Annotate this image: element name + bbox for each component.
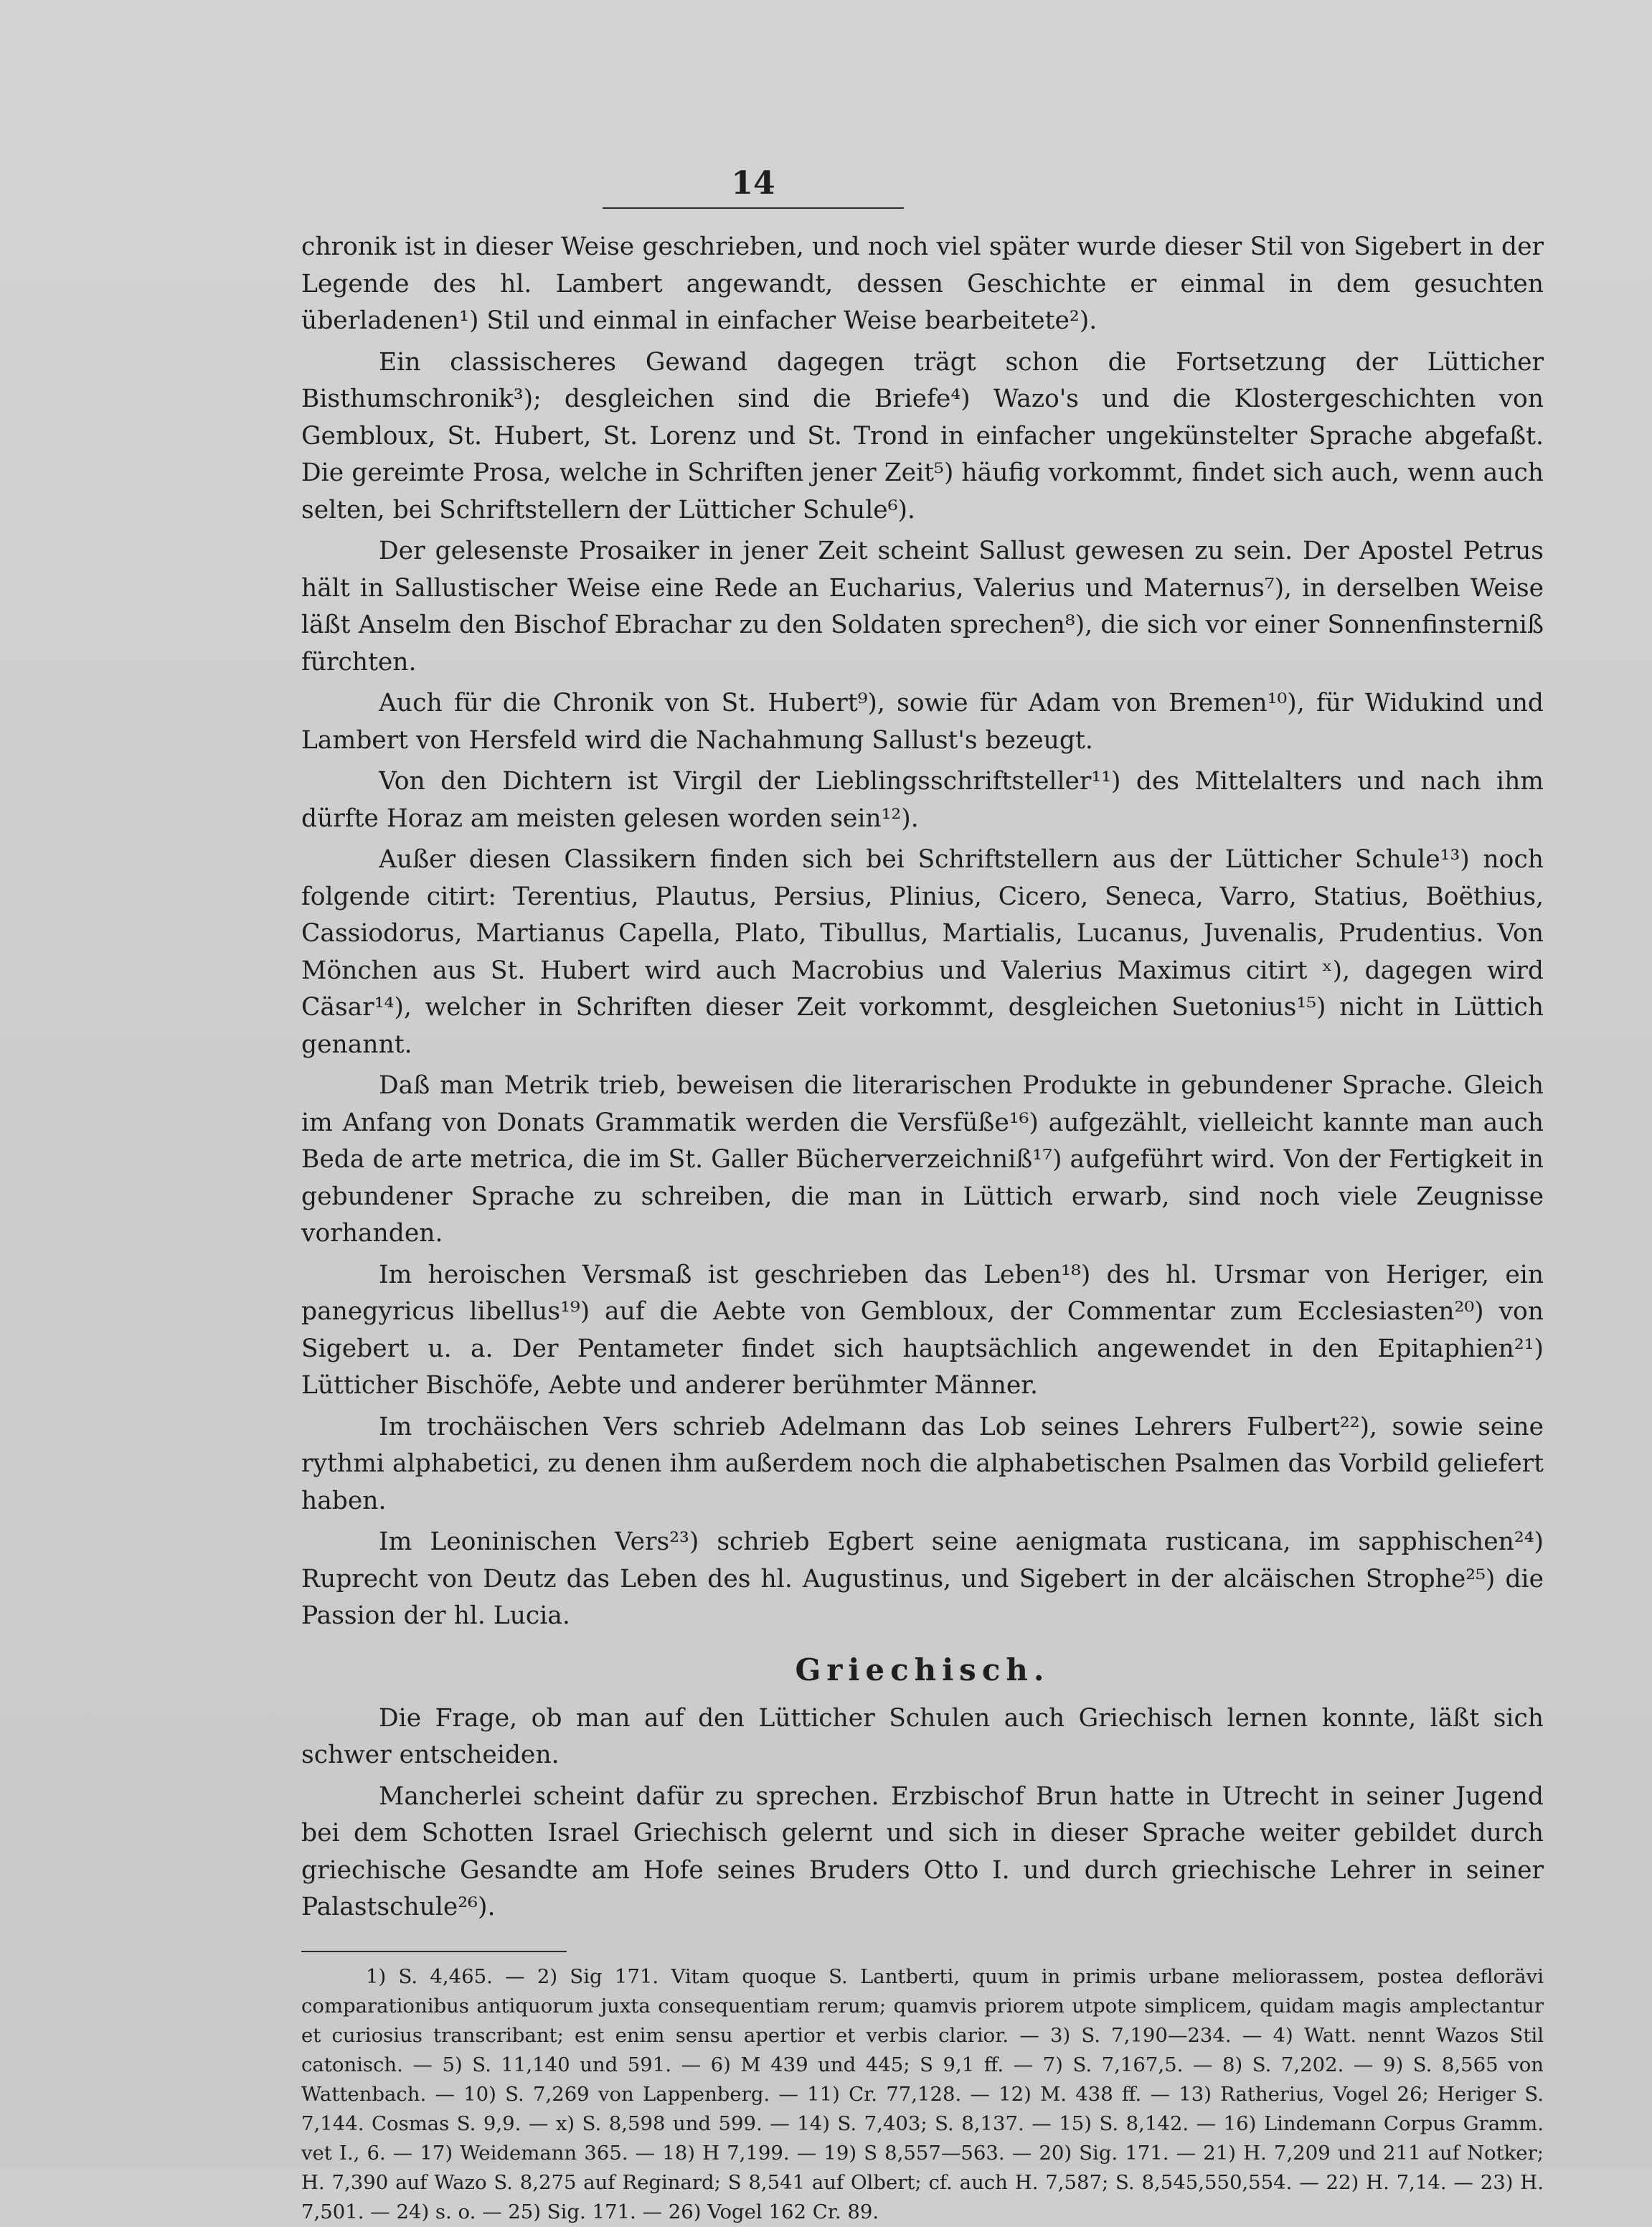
paragraph: Der gelesenste Prosaiker in jener Zeit scheint Sallust gewesen zu sein. Der Apostel Petrus hält in Sallustischer Weise eine Rede an Eucharius, Valerius und Maternus⁷), in derselben Weise läßt Anselm den Bischof Ebrachar zu den Soldaten sprechen⁸), die sich vor einer Sonnenfinsterniß fürchten.: [301, 537, 1544, 677]
paragraph: Im trochäischen Vers schrieb Adelmann das Lob seines Lehrers Fulbert²²), sowie seine rythmi alphabetici, zu denen ihm außerdem noch die alphabetischen Psalmen das Vorbild geliefert haben.: [301, 1412, 1544, 1515]
paragraph: Mancherlei scheint dafür zu sprechen. Erzbischof Brun hatte in Utrecht in seiner Jugend bei dem Schotten Israel Griechisch gelernt und sich in dieser Sprache weiter gebildet durch griechische Gesandte am Hofe seines Bruders Otto I. und durch griechische Lehrer in seiner Palastschule²⁶).: [301, 1781, 1544, 1921]
footnote-text: 1) S. 4,465. — 2) Sig 171. Vitam quoque S. Lantberti, quum in primis urbane meliorassem, postea deflorävi comparationibus antiquorum juxta consequentiam rerum; quamvis priorem utpote simplicem, quidam magis amplectantur et curiosius transcribant; est enim sensu apertior et verbis clarior. — 3) S. 7,190—234. — 4) Watt. nennt Wazos Stil catonisch. — 5) S. 11,140 und 591. — 6) M 439 und 445; S 9,1 ff. — 7) S. 7,167,5. — 8) S. 7,202. — 9) S. 8,565 von Wattenbach. — 10) S. 7,269 von Lappenberg. — 11) Cr. 77,128. — 12) M. 438 ff. — 13) Ratherius, Vogel 26; Heriger S. 7,144. Cosmas S. 9,9. — x) S. 8,598 und 599. — 14) S. 7,403; S. 8,137. — 15) S. 8,142. — 16) Lindemann Corpus Gramm. vet I., 6. — 17) Weidemann 365. — 18) H 7,199. — 19) S 8,557—563. — 20) Sig. 171. — 21) H. 7,209 und 211 auf Notker; H. 7,390 auf Wazo S. 8,275 auf Reginard; S 8,541 auf Olbert; cf. auch H. 7,587; S. 8,545,550,554. — 22) H. 7,14. — 23) H. 7,501. — 24) s. o. — 25) Sig. 171. — 26) Vogel 162 Cr. 89.: [301, 1964, 1544, 2223]
paragraph: Die Frage, ob man auf den Lütticher Schulen auch Griechisch lernen konnte, läßt sich schwer entscheiden.: [301, 1703, 1544, 1769]
page-number: 14: [603, 165, 904, 209]
paragraph: chronik ist in dieser Weise geschrieben, und noch viel später wurde dieser Stil von Sigebert in der Legende des hl. Lambert angewandt, dessen Geschichte er einmal in dem gesuchten überladenen¹) Stil und einmal in einfacher Weise bearbeitete²).: [301, 232, 1544, 335]
section-heading: Griechisch.: [795, 1652, 1050, 1687]
paragraph: Im heroischen Versmaß ist geschrieben das Leben¹⁸) des hl. Ursmar von Heriger, ein panegyricus libellus¹⁹) auf die Aebte von Gembloux, der Commentar zum Ecclesiasten²⁰) von Sigebert u. a. Der Pentameter findet sich hauptsächlich angewendet in den Epitaphien²¹) Lütticher Bischöfe, Aebte und anderer berühmter Männer.: [301, 1260, 1544, 1400]
paragraph: Auch für die Chronik von St. Hubert⁹), sowie für Adam von Bremen¹⁰), für Widukind und Lambert von Hersfeld wird die Nachahmung Sallust's bezeugt.: [301, 689, 1544, 755]
paragraph: Im Leoninischen Vers²³) schrieb Egbert seine aenigmata rusticana, im sapphischen²⁴) Ruprecht von Deutz das Leben des hl. Augustinus, und Sigebert in der alcäischen Strophe²⁵) die Passion der hl. Lucia.: [301, 1527, 1544, 1630]
paragraph: Ein classischeres Gewand dagegen trägt schon die Fortsetzung der Lütticher Bisthumschronik³); desgleichen sind die Briefe⁴) Wazo's und die Klostergeschichten von Gembloux, St. Hubert, St. Lorenz und St. Trond in einfacher ungekünstelter Sprache abgefaßt. Die gereimte Prosa, welche in Schriften jener Zeit⁵) häufig vorkommt, findet sich auch, wenn auch selten, bei Schriftstellern der Lütticher Schule⁶).: [301, 347, 1544, 524]
footnote-divider: [301, 1951, 567, 1952]
page-content: [301, 165, 1544, 2227]
paragraph: Außer diesen Classikern finden sich bei Schriftstellern aus der Lütticher Schule¹³) noch folgende citirt: Terentius, Plautus, Persius, Plinius, Cicero, Seneca, Varro, Statius, Boëthius, Cassiodorus, Martianus Capella, Plato, Tibullus, Martialis, Lucanus, Juvenalis, Prudentius. Von Mönchen aus St. Hubert wird auch Macrobius und Valerius Maximus citirt ˣ), dagegen wird Cäsar¹⁴), welcher in Schriften dieser Zeit vorkommt, desgleichen Suetonius¹⁵) nicht in Lüttich genannt.: [301, 845, 1544, 1059]
main-text: [301, 229, 1544, 1926]
paragraph: Von den Dichtern ist Virgil der Lieblingsschriftsteller¹¹) des Mittelalters und nach ihm dürfte Horaz am meisten gelesen worden sein¹²).: [301, 767, 1544, 833]
paragraph: Daß man Metrik trieb, beweisen die literarischen Produkte in gebundener Sprache. Gleich im Anfang von Donats Grammatik werden die Versfüße¹⁶) aufgezählt, vielleicht kannte man auch Beda de arte metrica, die im St. Galler Bücherverzeichniß¹⁷) aufgeführt wird. Von der Fertigkeit in gebundener Sprache zu schreiben, die man in Lüttich erwarb, sind noch viele Zeugnisse vorhanden.: [301, 1071, 1544, 1248]
footnotes: [301, 1962, 1544, 2227]
